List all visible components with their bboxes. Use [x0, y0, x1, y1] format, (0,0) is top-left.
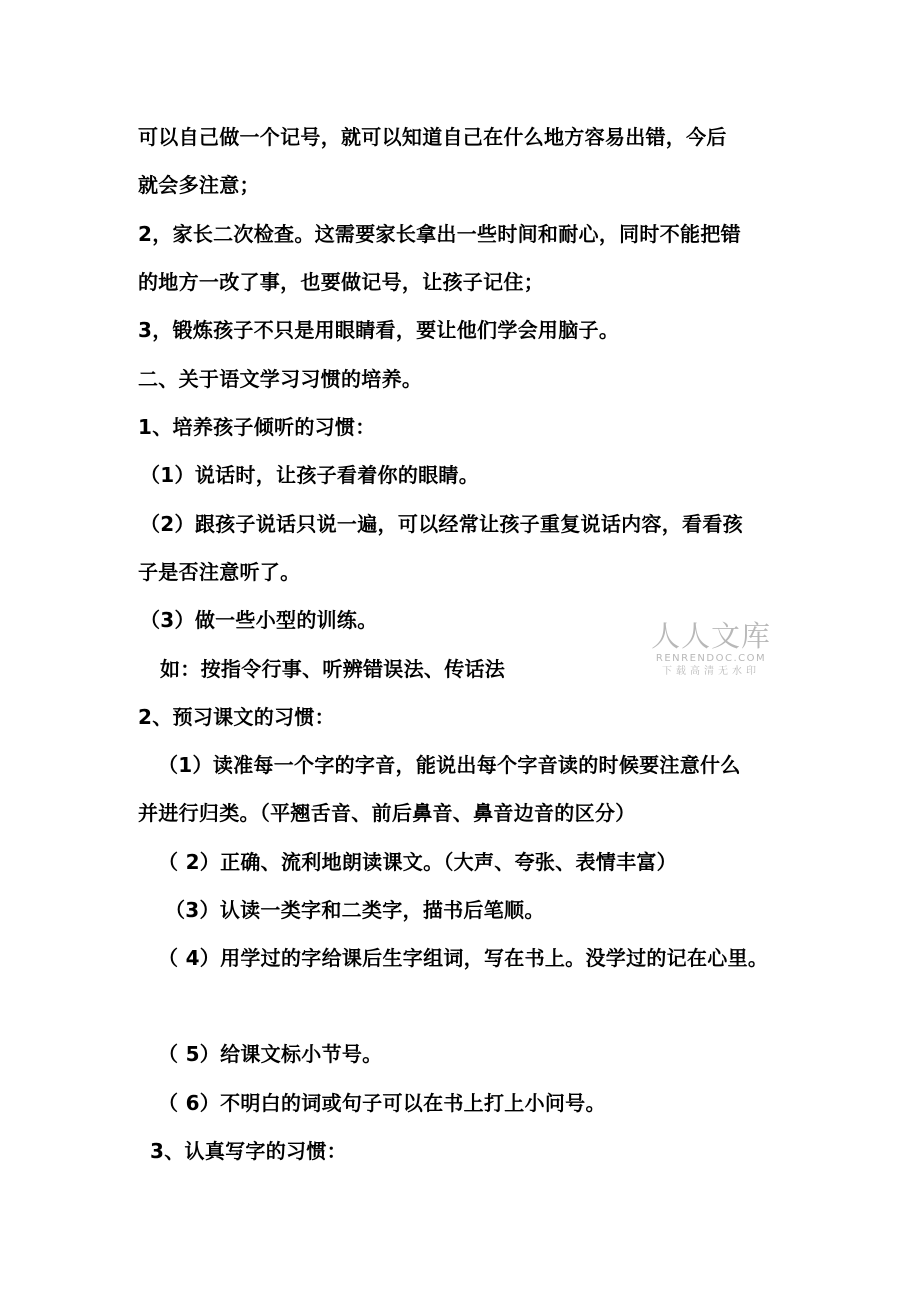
- text-line: 并进行归类。（平翘舌音、前后鼻音、鼻音边音的区分）: [138, 801, 636, 825]
- list-item: （ 2）正确、流利地朗读课文。（大声、夸张、表情丰富）: [158, 850, 677, 874]
- subsection-heading: 2、预习课文的习惯：: [138, 705, 335, 729]
- subsection-heading: 1、培养孩子倾听的习惯：: [138, 415, 376, 439]
- text-line: 3，锻炼孩子不只是用眼睛看，要让他们学会用脑子。: [138, 318, 620, 342]
- list-item: （3）做一些小型的训练。: [140, 608, 378, 632]
- subsection-heading: 3、认真写字的习惯：: [150, 1139, 347, 1163]
- watermark-url: RENRENDOC.COM: [655, 653, 767, 664]
- watermark-subtitle: 下载高清无水印: [662, 666, 760, 677]
- text-line: 的地方一改了事，也要做记号，让孩子记住；: [138, 270, 544, 294]
- list-item: （1）说话时，让孩子看着你的眼睛。: [140, 463, 480, 487]
- list-item: （ 6）不明白的词或句子可以在书上打上小问号。: [158, 1091, 606, 1115]
- text-line: 可以自己做一个记号，就可以知道自己在什么地方容易出错，今后: [138, 125, 727, 149]
- text-line: 子是否注意听了。: [138, 560, 301, 584]
- list-item: （3）认读一类字和二类字，描书后笔顺。: [165, 898, 545, 922]
- text-line: 就会多注意；: [138, 173, 260, 197]
- list-item: （1）读准每一个字的字音，能说出每个字音读的时候要注意什么: [158, 753, 741, 777]
- list-item: （ 5）给课文标小节号。: [158, 1042, 383, 1066]
- text-line: 2，家长二次检查。这需要家长拿出一些时间和耐心，同时不能把错: [138, 222, 741, 246]
- section-heading: 二、关于语文学习习惯的培养。: [138, 367, 423, 391]
- list-item: （ 4）用学过的字给课后生字组词，写在书上。没学过的记在心里。: [158, 946, 769, 970]
- list-item: （2）跟孩子说话只说一遍，可以经常让孩子重复说话内容，看看孩: [140, 512, 743, 536]
- watermark-title: 人人文库: [650, 619, 771, 653]
- example-line: 如：按指令行事、听辨错误法、传话法: [160, 657, 506, 681]
- watermark: [646, 620, 776, 678]
